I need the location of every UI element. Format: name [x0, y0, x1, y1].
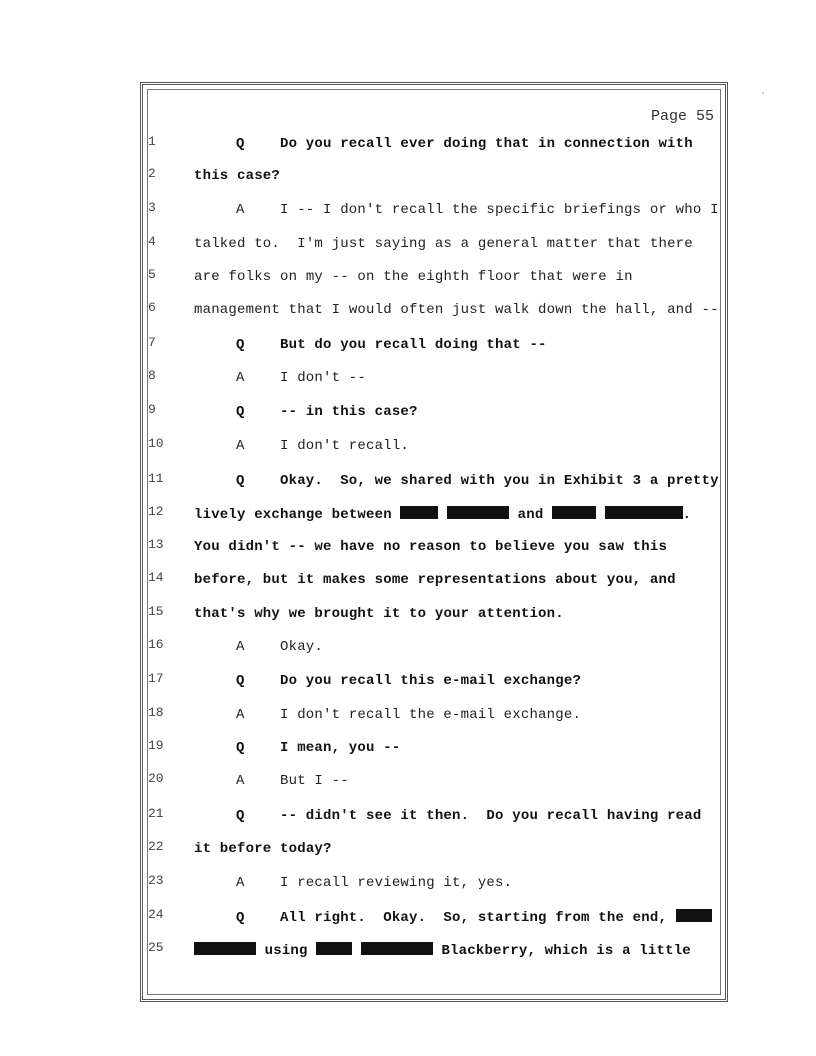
line-number: 3: [148, 200, 156, 215]
transcript-line: [0, 300, 816, 330]
redaction-block: [400, 506, 438, 519]
speaker-label: Q: [236, 473, 245, 489]
transcript-line: [0, 738, 816, 768]
line-number: 18: [148, 705, 164, 720]
line-content: I recall reviewing it, yes.: [280, 875, 513, 891]
line-content: are folks on my -- on the eighth floor that were in: [194, 269, 633, 285]
transcript-line: [0, 537, 816, 567]
redaction-block: [552, 506, 596, 519]
line-content: lively exchange between: [194, 507, 401, 523]
line-content: But do you recall doing that --: [280, 337, 547, 353]
speaker-label: A: [236, 773, 245, 789]
line-number: 22: [148, 839, 164, 854]
speaker-label: Q: [236, 136, 245, 152]
speaker-label: Q: [236, 673, 245, 689]
line-number: 6: [148, 300, 156, 315]
redaction-block: [361, 942, 433, 955]
line-content: this case?: [194, 168, 281, 184]
line-content: All right. Okay. So, starting from the end,: [280, 910, 668, 926]
transcript-line: [0, 771, 816, 801]
line-content: and: [509, 507, 553, 523]
line-content: management that I would often just walk down the hall, and --: [194, 302, 719, 318]
line-text: [236, 707, 581, 723]
line-content: I mean, you --: [280, 740, 401, 756]
transcript-line: [0, 637, 816, 667]
speaker-label: A: [236, 639, 245, 655]
line-number: 21: [148, 806, 164, 821]
line-content: -- in this case?: [280, 404, 418, 420]
line-content: But I --: [280, 773, 349, 789]
line-text: [194, 506, 691, 523]
line-number: 19: [148, 738, 164, 753]
speaker-label: A: [236, 438, 245, 454]
transcript-line: [0, 471, 816, 501]
transcript-line: [0, 907, 816, 937]
line-text: [236, 202, 719, 218]
redaction-block: [447, 506, 509, 519]
redaction-block: [316, 942, 352, 955]
line-number: 2: [148, 166, 156, 181]
line-number: 17: [148, 671, 164, 686]
line-content: .: [682, 507, 692, 523]
scan-speck: [762, 92, 764, 94]
transcript-line: [0, 402, 816, 432]
transcript-line: [0, 806, 816, 836]
transcript-line: [0, 166, 816, 196]
line-number: 8: [148, 368, 156, 383]
transcript-line: [0, 368, 816, 398]
line-content: I don't recall the e-mail exchange.: [280, 707, 582, 723]
transcript-line: [0, 570, 816, 600]
transcript-line: [0, 839, 816, 869]
line-text: [236, 136, 693, 152]
speaker-label: A: [236, 707, 245, 723]
line-content: Do you recall ever doing that in connection with: [280, 136, 693, 152]
line-content: I don't recall.: [280, 438, 410, 454]
transcript-line: [0, 705, 816, 735]
line-content: that's why we brought it to your attention.: [194, 606, 564, 622]
line-number: 15: [148, 604, 164, 619]
speaker-label: A: [236, 875, 245, 891]
line-content: using: [264, 943, 308, 959]
line-number: 20: [148, 771, 164, 786]
line-content: talked to. I'm just saying as a general matter that there: [194, 236, 693, 252]
line-number: 4: [148, 234, 156, 249]
line-text: [236, 909, 712, 926]
transcript-line: [0, 940, 816, 970]
line-text: [194, 942, 691, 959]
line-number: 12: [148, 504, 164, 519]
line-content: I -- I don't recall the specific briefings or who I: [280, 202, 719, 218]
speaker-label: Q: [236, 404, 245, 420]
redaction-block: [194, 942, 256, 955]
line-text: [236, 808, 701, 824]
transcript-line: [0, 671, 816, 701]
line-text: [236, 337, 547, 353]
line-content: Okay.: [280, 639, 324, 655]
line-number: 14: [148, 570, 164, 585]
line-content: Do you recall this e-mail exchange?: [280, 673, 582, 689]
line-content: I don't --: [280, 370, 367, 386]
line-text: [236, 875, 512, 891]
speaker-label: A: [236, 370, 245, 386]
line-content: You didn't -- we have no reason to believe you saw this: [194, 539, 668, 555]
line-number: 1: [148, 134, 156, 149]
transcript-line: [0, 335, 816, 365]
line-number: 9: [148, 402, 156, 417]
line-number: 13: [148, 537, 164, 552]
line-text: [236, 773, 349, 789]
line-number: 16: [148, 637, 164, 652]
line-number: 11: [148, 471, 164, 486]
line-content: Blackberry, which is a little: [441, 943, 691, 959]
speaker-label: Q: [236, 337, 245, 353]
speaker-label: Q: [236, 910, 245, 926]
transcript-line: [0, 504, 816, 534]
transcript-line: [0, 200, 816, 230]
line-text: [236, 404, 418, 420]
line-number: 24: [148, 907, 164, 922]
transcript-line: [0, 234, 816, 264]
transcript-line: [0, 436, 816, 466]
line-text: [236, 473, 719, 489]
redaction-block: [605, 506, 683, 519]
speaker-label: Q: [236, 740, 245, 756]
line-content: before, but it makes some representations about you, and: [194, 572, 676, 588]
line-text: [236, 370, 366, 386]
line-text: [236, 639, 323, 655]
line-text: [236, 673, 581, 689]
line-content: it before today?: [194, 841, 332, 857]
line-number: 5: [148, 267, 156, 282]
transcript-line: [0, 267, 816, 297]
line-content: -- didn't see it then. Do you recall having read: [280, 808, 702, 824]
line-text: [236, 740, 400, 756]
line-number: 7: [148, 335, 156, 350]
transcript-line: [0, 604, 816, 634]
line-number: 25: [148, 940, 164, 955]
speaker-label: A: [236, 202, 245, 218]
speaker-label: Q: [236, 808, 245, 824]
transcript-line: [0, 873, 816, 903]
line-number: 23: [148, 873, 164, 888]
transcript-line: [0, 134, 816, 164]
line-text: [236, 438, 409, 454]
line-number: 10: [148, 436, 164, 451]
redaction-block: [676, 909, 712, 922]
page-number: Page 55: [650, 108, 714, 125]
line-content: Okay. So, we shared with you in Exhibit 3 a pretty: [280, 473, 719, 489]
